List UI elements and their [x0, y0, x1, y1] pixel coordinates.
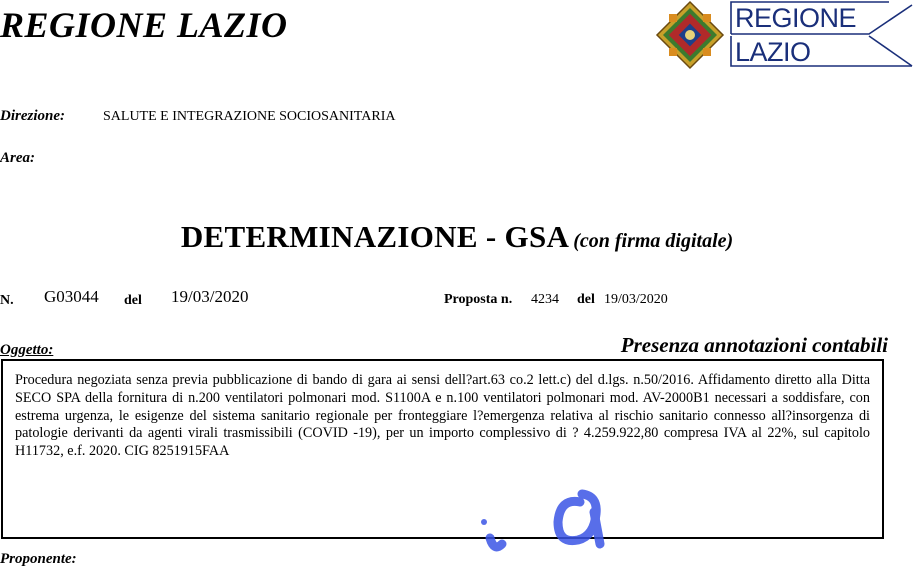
regione-lazio-logo: [655, 0, 914, 70]
proposta-label: Proposta n.: [444, 292, 513, 307]
oggetto-text: Procedura negoziata senza previa pubblicazione di bando di gara ai sensi dell?art.63 co.2 lett.c) del d.lgs. n.50/2016. Affidamento diretto alla Ditta SECO SPA della fornitura di n.200 ventilatori polmonari mod. S1100A e n.100 ventilatori polmonari mod. AV-2000B1 necessari a soddisfare, con estrema urgenza, le esigenze del sistema sanitario regionale per fronteggiare l?emergenza relativa al rischio sanitario connesso all?insorgenza di patologie derivanti da agenti virali trasmissibili (COVID -19), per un importo complessivo di ? 4.259.922,80 compresa IVA al 22%, sul capitolo H11732, e.f. 2020. CIG 8251915FAA: [15, 372, 870, 460]
del-value: 19/03/2020: [171, 287, 249, 306]
proponente-label: Proponente:: [0, 551, 77, 567]
proposta-del-label: del: [577, 292, 595, 307]
n-label: N.: [0, 293, 14, 308]
proposta-del-value: 19/03/2020: [604, 292, 668, 307]
n-value: G03044: [44, 287, 99, 306]
header-title: REGIONE LAZIO: [0, 5, 288, 45]
annotazioni-contabili: Presenza annotazioni contabili: [620, 333, 888, 357]
del-label: del: [124, 293, 142, 308]
document-title: [0, 219, 914, 255]
area-label: Area:: [0, 150, 35, 166]
proposta-value: 4234: [531, 292, 559, 307]
logo-text-lazio: LAZIO: [735, 37, 811, 67]
direzione-label: Direzione:: [0, 108, 65, 124]
regione-crest-icon: [655, 0, 725, 70]
oggetto-label: Oggetto:: [0, 342, 54, 358]
watermark-icon: [470, 440, 650, 561]
logo-text-regione: REGIONE: [735, 3, 857, 33]
document-title-subtitle: (con firma digitale): [573, 230, 734, 252]
direzione-value: SALUTE E INTEGRAZIONE SOCIOSANITARIA: [103, 109, 396, 124]
document-title-main: DETERMINAZIONE - GSA: [180, 219, 570, 254]
oggetto-box: [1, 359, 884, 539]
